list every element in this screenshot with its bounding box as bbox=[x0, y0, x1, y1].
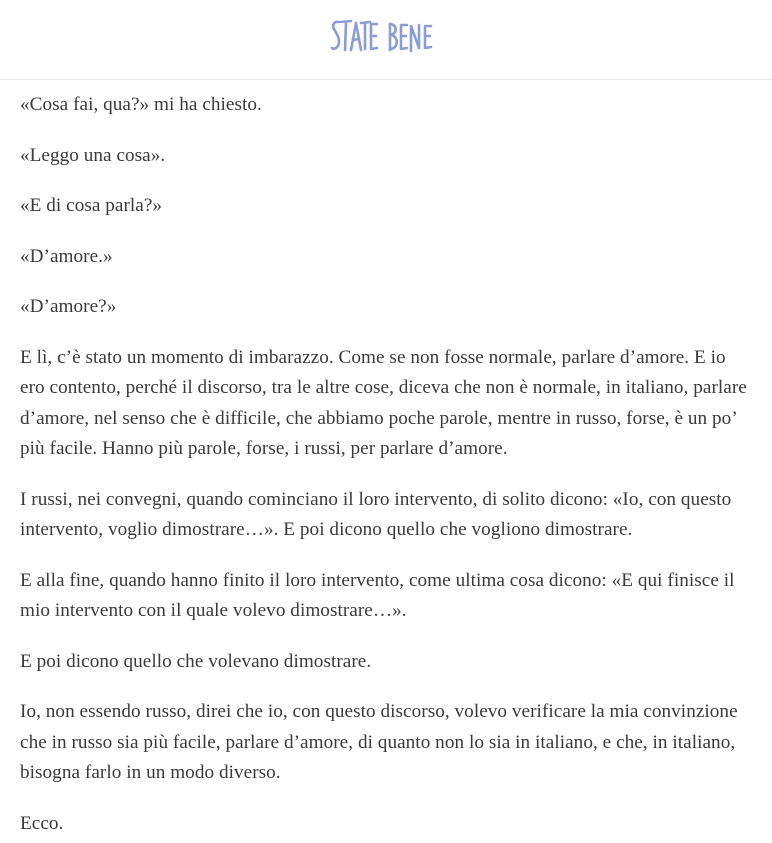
paragraph: E alla fine, quando hanno finito il loro intervento, come ultima cosa dicono: «E qui finisce il mio intervento con il quale volevo dimostrare…». bbox=[20, 569, 735, 621]
paragraph: Io, non essendo russo, direi che io, con questo discorso, volevo verificare la mia convinzione che in russo sia più facile, parlare d’amore, di quanto non lo sia in italiano, e che, in italiano, bisogna farlo in un modo diverso. bbox=[20, 701, 738, 783]
paragraph: «Cosa fai, qua?» mi ha chiesto. bbox=[20, 94, 262, 115]
paragraph: «E di cosa parla?» bbox=[20, 195, 163, 216]
paragraph: E lì, c’è stato un momento di imbarazzo. Come se non fosse normale, parlare d’amore. E io ero contento, perché il discorso, tra le altre cose, diceva che non è normale, in italiano, parlare d’amore, nel senso che è difficile, che abbiamo poche parole, mentre in russo, forse, è un po’ più facile. Hanno più parole, forse, i russi, per parlare d’amore. bbox=[20, 346, 747, 459]
paragraph: «Leggo una cosa». bbox=[20, 144, 166, 166]
paragraph: «D’amore.» bbox=[20, 245, 113, 267]
paragraph: I russi, nei convegni, quando cominciano il loro intervento, di solito dicono: «Io, con questo intervento, voglio dimostrare…». E poi dicono quello che vogliono dimostrare. bbox=[20, 488, 732, 540]
paragraph: E poi dicono quello che volevano dimostrare. bbox=[20, 650, 372, 672]
state-bene-logo-icon bbox=[330, 16, 442, 56]
article-body bbox=[0, 80, 772, 839]
paragraph: «D’amore?» bbox=[20, 296, 117, 317]
paragraph: Ecco. bbox=[20, 812, 64, 834]
site-header bbox=[0, 0, 772, 80]
site-logo[interactable] bbox=[330, 16, 442, 56]
